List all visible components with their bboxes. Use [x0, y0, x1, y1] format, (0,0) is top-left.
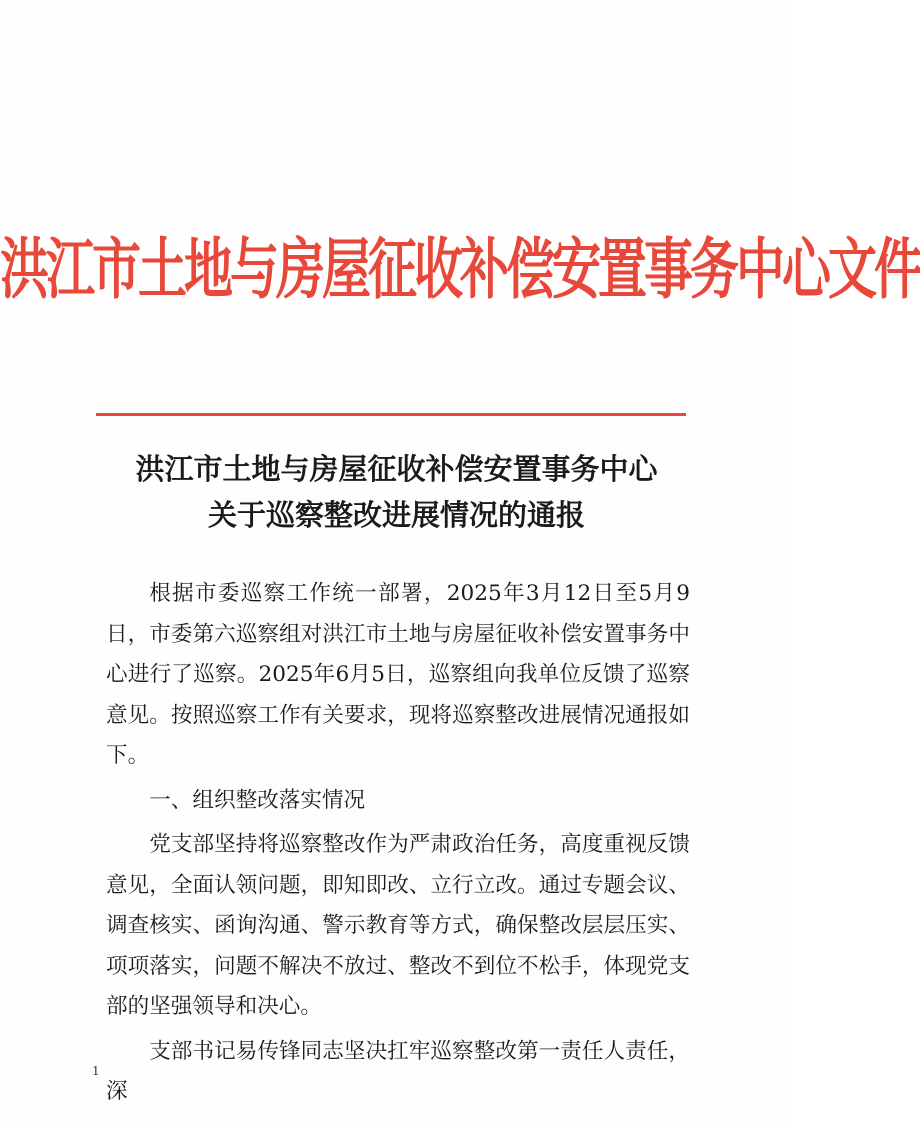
page-number: 1: [92, 1064, 100, 1078]
section-heading-1: 一、组织整改落实情况: [149, 787, 366, 813]
title-line-2: 关于巡察整改进展情况的通报: [207, 498, 585, 532]
paragraph-intro: 根据市委巡察工作统一部署，2025年3月12日至5月9日，市委第六巡察组对洪江市土地与房屋征收补偿安置事务中心进行了巡察。2025年6月5日，巡察组向我单位反馈了巡察意见。按照巡察工作有关要求，现将巡察整改进展情况通报如下。: [106, 581, 690, 768]
red-separator-line: [96, 413, 686, 416]
title-line-1: 洪江市土地与房屋征收补偿安置事务中心: [135, 452, 658, 486]
document-masthead: 洪江市土地与房屋征收补偿安置事务中心文件: [0, 230, 920, 309]
document-body: [106, 574, 690, 1113]
document-title: [0, 446, 793, 538]
paragraph-secretary: 支部书记易传锋同志坚决扛牢巡察整改第一责任人责任，深: [106, 1038, 690, 1104]
paragraph-section-1: 党支部坚持将巡察整改作为严肃政治任务，高度重视反馈意见，全面认领问题，即知即改、立行立改。通过专题会议、调查核实、函询沟通、警示教育等方式，确保整改层层压实、项项落实，问题不解决不放过、整改不到位不松手，体现党支部的坚强领导和决心。: [106, 832, 690, 1019]
